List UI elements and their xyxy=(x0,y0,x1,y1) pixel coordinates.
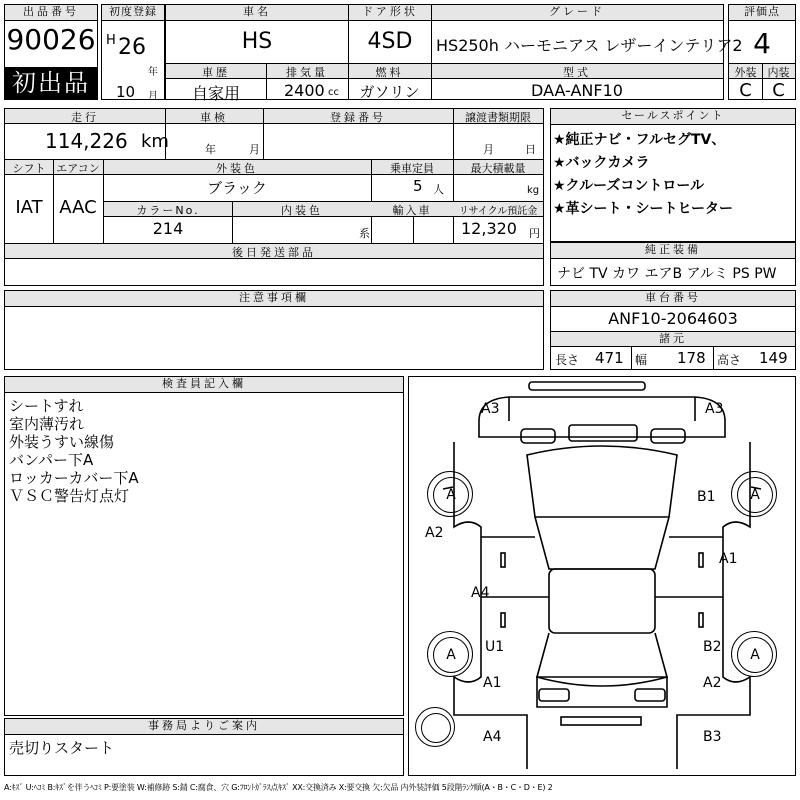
dimensions-label: 諸元 xyxy=(551,331,795,347)
wheel-fr: A xyxy=(731,471,777,517)
sales-point-3: ★クルーズコントロール xyxy=(553,178,705,194)
sales-box xyxy=(550,108,796,242)
transfer-day: 日 xyxy=(525,143,536,156)
transfer-month: 月 xyxy=(483,143,494,156)
model: DAA-ANF10 xyxy=(531,81,623,100)
mark-right-rocker: A2 xyxy=(703,675,722,691)
history-label: 車歴 xyxy=(202,66,230,79)
damage-diagram xyxy=(408,376,796,776)
score: 4 xyxy=(753,27,771,60)
inspection-year: 年 xyxy=(205,143,216,156)
mark-right-front-door: A1 xyxy=(719,551,738,567)
capacity-label: 乗車定員 xyxy=(390,162,434,175)
recycle: 12,320 xyxy=(461,219,517,238)
equipment: ナビ TV カワ エアB アルミ PS PW xyxy=(557,266,777,282)
exterior-color: ブラック xyxy=(207,179,267,197)
car-outline xyxy=(409,377,795,775)
first-listing-badge: 初出品 xyxy=(5,67,97,99)
first-reg-label: 初度登録 xyxy=(102,5,164,21)
mark-rear-left: A4 xyxy=(483,729,502,745)
spare-wheel xyxy=(415,707,455,747)
capacity: 5 xyxy=(413,177,423,195)
notes-label: 注意事項欄 xyxy=(5,291,543,307)
color-no-label: カラーNo. xyxy=(136,204,200,217)
inspector-line-6: ＶＳＣ警告灯点灯 xyxy=(9,487,130,505)
mileage-unit: km xyxy=(141,131,169,152)
wheel-rr: A xyxy=(731,631,777,677)
mark-right-front-fender: B1 xyxy=(697,489,716,505)
fuel: ガソリン xyxy=(359,83,420,101)
wheel-fl: A xyxy=(427,471,473,517)
inspector-box xyxy=(4,376,404,716)
grade-label: グレード xyxy=(432,5,722,19)
office-message: 売切りスタート xyxy=(9,739,115,757)
equipment-label: 純正装備 xyxy=(551,243,795,259)
sales-point-2: ★バックカメラ xyxy=(553,155,650,171)
plate-label: 登録番号 xyxy=(330,111,386,124)
load-label: 最大積載量 xyxy=(470,162,526,175)
post-parts-label: 後日発送部品 xyxy=(232,246,316,259)
door-label: ドア形状 xyxy=(349,5,431,19)
car-name: HS xyxy=(241,29,273,54)
model-label: 型式 xyxy=(563,66,591,79)
int-color-unit: 系 xyxy=(359,227,370,240)
inspector-label: 検査員記入欄 xyxy=(5,377,403,393)
chassis-number: ANF10-2064603 xyxy=(608,309,738,328)
length: 471 xyxy=(595,349,624,367)
height-label: 高さ xyxy=(717,353,742,367)
chassis-box xyxy=(550,290,796,370)
width-label: 幅 xyxy=(635,353,648,367)
length-label: 長さ xyxy=(555,353,580,367)
mark-left-front-door: A2 xyxy=(425,525,444,541)
import-label: 輸入車 xyxy=(392,204,432,217)
month-unit: 月 xyxy=(148,91,158,102)
recycle-unit: 円 xyxy=(529,227,540,240)
lot-box xyxy=(4,4,98,100)
capacity-unit: 人 xyxy=(433,183,444,196)
sales-point-4: ★革シート・シートヒーター xyxy=(553,201,733,217)
displacement: 2400 xyxy=(284,81,325,100)
mark-left-rear-door: A4 xyxy=(471,585,490,601)
inspector-line-5: ロッカーカバー下A xyxy=(9,469,139,487)
name-grade-box xyxy=(165,4,743,103)
int-score: C xyxy=(772,80,785,101)
ext-label: 外装 xyxy=(734,66,757,79)
score-label: 評価点 xyxy=(729,5,795,21)
lot-number: 90026 xyxy=(6,23,96,56)
sales-point-1: ★純正ナビ・フルセグTV、 xyxy=(553,132,726,148)
mark-left-rear-fender: U1 xyxy=(485,639,505,655)
mileage: 114,226 xyxy=(45,129,128,153)
shift: IAT xyxy=(15,197,43,218)
mark-front-right: A3 xyxy=(705,401,724,417)
mark-front-left: A3 xyxy=(481,401,500,417)
details-box xyxy=(4,108,544,286)
reg-month: 10 xyxy=(116,83,136,101)
office-label: 事務局よりご案内 xyxy=(5,719,403,735)
reg-year: 26 xyxy=(118,35,146,60)
mileage-label: 走行 xyxy=(71,111,99,124)
inspector-line-4: バンパー下A xyxy=(9,451,94,469)
grade: HS250h ハーモニアス レザーインテリア2 xyxy=(436,36,743,55)
mark-rear-right: B3 xyxy=(703,729,722,745)
sales-label: セールスポイント xyxy=(551,109,795,125)
history: 自家用 xyxy=(191,84,240,103)
inspection-label: 車検 xyxy=(200,111,228,124)
int-color-label: 内装色 xyxy=(281,204,323,217)
ext-score: C xyxy=(739,80,752,101)
score-box xyxy=(728,4,796,100)
ac-label: エアコン xyxy=(56,162,100,175)
inspector-line-2: 室内薄汚れ xyxy=(9,415,85,433)
name-label: 車名 xyxy=(166,5,348,19)
equipment-box xyxy=(550,242,796,286)
mark-right-rear-fender: B2 xyxy=(703,639,722,655)
inspector-line-3: 外装うすい線傷 xyxy=(9,433,115,451)
office-box xyxy=(4,718,404,776)
color-no: 214 xyxy=(152,219,184,238)
lot-label: 出品番号 xyxy=(5,5,97,21)
wheel-rl: A xyxy=(427,631,473,677)
fuel-label: 燃料 xyxy=(375,66,404,79)
era: H xyxy=(106,33,116,48)
int-label: 内装 xyxy=(767,66,790,79)
color-label: 外装色 xyxy=(216,162,258,175)
displacement-label: 排気量 xyxy=(286,66,328,79)
recycle-label: リサイクル預託金 xyxy=(458,206,538,217)
displacement-unit: cc xyxy=(328,87,339,98)
inspector-line-1: シートすれ xyxy=(9,397,84,415)
width: 178 xyxy=(677,349,706,367)
ac: AAC xyxy=(59,197,97,218)
door-type: 4SD xyxy=(367,29,413,54)
chassis-label: 車台番号 xyxy=(551,291,795,307)
first-reg-box xyxy=(101,4,165,100)
legend: A:ｷｽﾞ U:ﾍｺﾐ B:ｷｽﾞを伴うﾍｺﾐ P:要塗装 W:補修跡 S:錆 C:腐食、穴 G:ﾌﾛﾝﾄｶﾞﾗｽ点ｷｽﾞ XX:交換済み X:要交換 欠:欠品 内外装評価 5段階ﾗﾝｸ順(A・B・C・D・E) 2 xyxy=(4,783,553,792)
year-unit: 年 xyxy=(148,67,158,78)
inspection-month: 月 xyxy=(249,143,260,156)
mark-left-rocker: A1 xyxy=(483,675,502,691)
height: 149 xyxy=(759,349,788,367)
transfer-label: 譲渡書類期限 xyxy=(465,111,531,124)
load-unit: kg xyxy=(527,185,540,196)
notes-box xyxy=(4,290,544,370)
shift-label: シフト xyxy=(12,162,46,175)
